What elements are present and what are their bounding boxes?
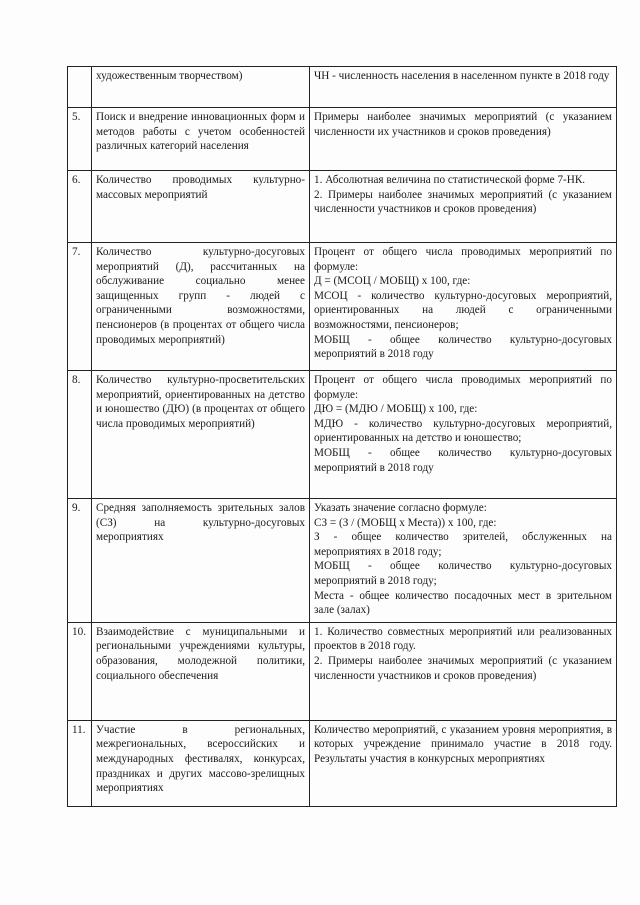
row-number: 8. <box>68 371 92 499</box>
formula-line: СЗ = (З / (МОБЩ х Места)) х 100, где: <box>314 516 497 529</box>
row-number: 10. <box>68 622 92 720</box>
method-cell <box>310 720 617 806</box>
formula-line: Д = (МСОЦ / МОБЩ) х 100, где: <box>314 275 471 288</box>
formula-line: ДЮ = (МДЮ / МОБЩ) х 100, где: <box>314 403 478 416</box>
method-text: МДЮ - количество культурно-досуговых мероприятий, ориентированных на детство и юношество; <box>314 417 612 445</box>
method-cell <box>310 371 617 499</box>
indicator-cell <box>92 108 310 171</box>
table-row <box>68 171 617 243</box>
method-text: МОБЩ - общее количество культурно-досуговых мероприятий в 2018 году; <box>314 560 612 587</box>
method-text: 2. Примеры наиболее значимых мероприятий (с указанием численности участников и сроков проведения) <box>314 654 612 682</box>
indicator-cell <box>92 622 310 720</box>
method-text: МОБЩ - общее количество культурно-досуговых мероприятий в 2018 году <box>314 446 612 474</box>
method-text: МСОЦ - количество культурно-досуговых мероприятий, ориентированных на людей с ограниченными возможностями, пенсионеров; <box>314 289 612 331</box>
method-text: Процент от общего числа проводимых мероприятий по формуле: <box>314 374 612 401</box>
method-cell <box>310 108 617 171</box>
indicator-cell <box>92 67 310 108</box>
row-number: 5. <box>68 108 92 171</box>
method-text: З - общее количество зрителей, обслуженных на мероприятиях в 2018 году; <box>314 531 612 558</box>
row-number <box>68 67 92 108</box>
table-row <box>68 720 617 806</box>
indicator-text: Взаимодействие с муниципальными и региональными учреждениями культуры, образования, молодежной политики, социального обеспечения <box>96 625 305 682</box>
row-number: 9. <box>68 499 92 623</box>
indicator-text: Участие в региональных, межрегиональных, всероссийских и международных фестивалях, конкурсах, праздниках и других массово-зрелищных мероприятиях <box>96 723 305 795</box>
table-row <box>68 499 617 623</box>
method-text: 2. Примеры наиболее значимых мероприятий (с указанием численности участников и сроков проведения) <box>314 188 612 216</box>
indicator-cell <box>92 171 310 243</box>
method-text: 1. Абсолютная величина по статистической форме 7-НК. <box>314 174 586 186</box>
row-number: 11. <box>68 720 92 806</box>
row-number: 7. <box>68 243 92 371</box>
table-row <box>68 243 617 371</box>
indicator-text: Средняя заполняемость зрительных залов (СЗ) на культурно-досуговых мероприятиях <box>96 502 305 544</box>
method-cell <box>310 67 617 108</box>
indicator-cell <box>92 371 310 499</box>
table-row <box>68 371 617 499</box>
method-text: ЧН - численность населения в населенном пункте в 2018 году <box>314 70 610 82</box>
table-row <box>68 622 617 720</box>
row-number: 6. <box>68 171 92 243</box>
indicator-text: художественным творчеством) <box>96 70 243 82</box>
method-text: 1. Количество совместных мероприятий или реализованных проектов в 2018 году. <box>314 625 612 653</box>
table-row <box>68 67 617 108</box>
method-cell <box>310 171 617 243</box>
method-text: Указать значение согласно формуле: <box>314 502 487 514</box>
indicator-text: Поиск и внедрение инновационных форм и методов работы с учетом особенностей различных категорий населения <box>96 111 305 153</box>
indicator-cell <box>92 720 310 806</box>
method-cell <box>310 243 617 371</box>
indicator-cell <box>92 243 310 371</box>
method-cell <box>310 622 617 720</box>
table-row <box>68 108 617 171</box>
criteria-table <box>67 66 617 807</box>
method-text: Места - общее количество посадочных мест в зрительном зале (залах) <box>314 589 612 617</box>
table-body <box>68 67 617 807</box>
method-text: МОБЩ - общее количество культурно-досуговых мероприятий в 2018 году <box>314 333 612 361</box>
method-cell <box>310 499 617 623</box>
indicator-cell <box>92 499 310 623</box>
method-text: Количество мероприятий, с указанием уровня мероприятия, в которых учреждение принимало участие в 2018 году. Результаты участия в конкурсных мероприятиях <box>314 723 612 765</box>
method-text: Процент от общего числа проводимых мероприятий по формуле: <box>314 246 612 273</box>
method-text: Примеры наиболее значимых мероприятий (с указанием численности их участников и сроков проведения) <box>314 111 612 138</box>
indicator-text: Количество проводимых культурно-массовых мероприятий <box>96 174 305 201</box>
indicator-text: Количество культурно-досуговых мероприятий (Д), рассчитанных на обслуживание социально менее защищенных групп - людей с ограниченными возможностями, пенсионеров (в процентах от общего числа проводимых мероприятий) <box>96 246 305 346</box>
indicator-text: Количество культурно-просветительских мероприятий, ориентированных на детство и юношество (ДЮ) (в процентах от общего числа проводимых мероприятий) <box>96 374 305 430</box>
